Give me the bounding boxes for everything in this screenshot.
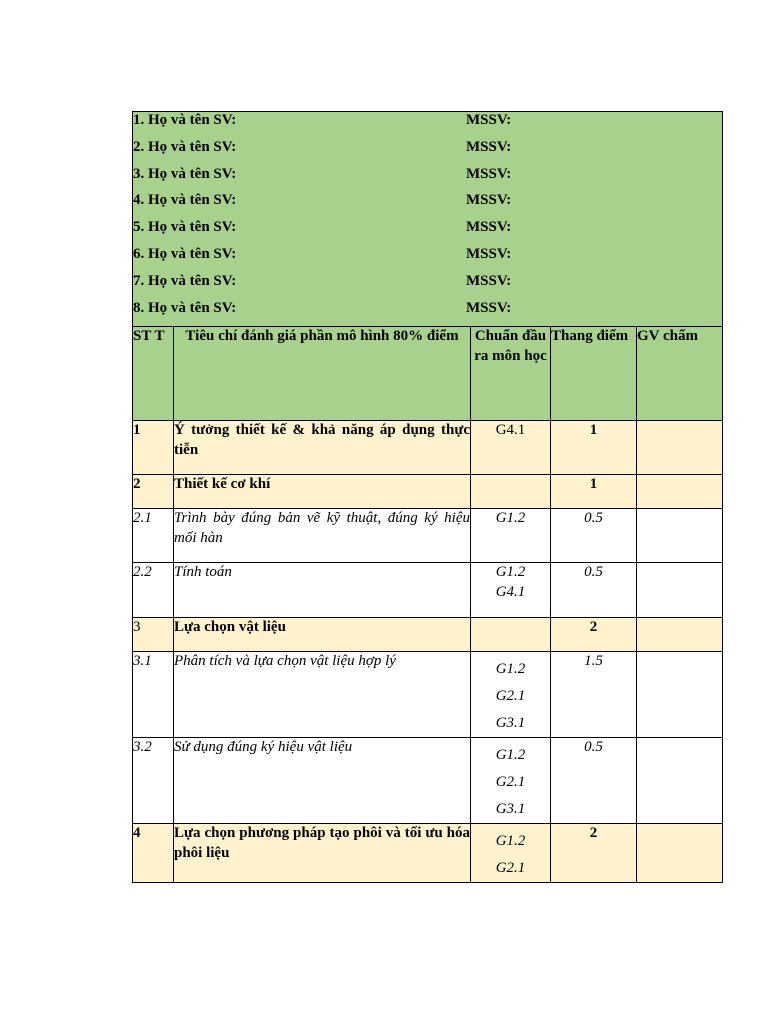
row-outcome (471, 563, 551, 618)
outcome-code: G1.2 (495, 747, 526, 764)
row-grader (637, 421, 723, 475)
header-grader: GV chấm (637, 327, 723, 421)
row-stt: 3 (133, 618, 174, 652)
student-name-label: 2. Họ và tên SV: (133, 138, 237, 155)
table-row (133, 421, 723, 475)
table-row (133, 652, 723, 738)
row-grader (637, 618, 723, 652)
outcome-code: G1.2 (495, 564, 526, 581)
row-score: 0.5 (551, 509, 637, 563)
student-id-label: MSSV: (466, 192, 512, 209)
table-row (133, 738, 723, 824)
header-outcome: Chuẩn đầu ra môn học (471, 327, 551, 421)
table-row (133, 563, 723, 618)
student-info-row (133, 112, 723, 327)
row-outcome (471, 738, 551, 824)
student-name-label: 7. Họ và tên SV: (133, 272, 237, 289)
student-id-label: MSSV: (466, 299, 512, 316)
header-stt: ST T (133, 327, 174, 421)
row-outcome (471, 509, 551, 563)
student-name-label: 1. Họ và tên SV: (133, 112, 237, 128)
table-row (133, 475, 723, 509)
row-grader (637, 738, 723, 824)
student-info-cell (133, 112, 723, 327)
student-id-label: MSSV: (466, 245, 512, 262)
row-stt: 2.2 (133, 563, 174, 618)
table-row (133, 618, 723, 652)
row-outcome (471, 824, 551, 883)
student-name-label: 8. Họ và tên SV: (133, 299, 237, 316)
row-score: 1 (551, 421, 637, 475)
student-line-5 (133, 219, 722, 246)
row-score: 1 (551, 475, 637, 509)
row-score: 1.5 (551, 652, 637, 738)
row-criteria: Ý tưởng thiết kế & khả năng áp dụng thực tiễn (174, 421, 471, 475)
row-score: 0.5 (551, 738, 637, 824)
outcome-code: G1.2 (495, 661, 526, 678)
student-line-3 (133, 166, 722, 193)
student-name-label: 5. Họ và tên SV: (133, 219, 237, 236)
row-score: 2 (551, 824, 637, 883)
student-line-1 (133, 112, 722, 139)
table-header-row (133, 327, 723, 421)
row-criteria: Tính toán (174, 563, 471, 618)
student-line-6 (133, 246, 722, 273)
row-outcome (471, 618, 551, 652)
student-name-label: 6. Họ và tên SV: (133, 245, 237, 262)
row-grader (637, 652, 723, 738)
outcome-code: G2.1 (495, 688, 526, 705)
row-outcome (471, 421, 551, 475)
row-outcome (471, 475, 551, 509)
student-id-label: MSSV: (466, 138, 512, 155)
student-line-7 (133, 273, 722, 300)
row-grader (637, 475, 723, 509)
row-criteria: Lựa chọn phương pháp tạo phôi và tối ưu hóa phôi liệu (174, 824, 471, 883)
outcome-code: G2.1 (495, 860, 526, 877)
row-criteria: Phân tích và lựa chọn vật liệu hợp lý (174, 652, 471, 738)
student-line-8 (133, 300, 722, 327)
outcome-code: G4.1 (495, 583, 526, 600)
outcome-code: G3.1 (495, 715, 526, 732)
outcome-code: G3.1 (495, 801, 526, 818)
outcome-code: G4.1 (495, 422, 526, 439)
student-id-label: MSSV: (466, 165, 512, 182)
row-stt: 1 (133, 421, 174, 475)
student-id-label: MSSV: (466, 272, 512, 289)
row-criteria: Thiết kế cơ khí (174, 475, 471, 509)
row-criteria: Trình bày đúng bản vẽ kỹ thuật, đúng ký hiệu mối hàn (174, 509, 471, 563)
outcome-code: G2.1 (495, 774, 526, 791)
row-score: 0.5 (551, 563, 637, 618)
row-grader (637, 824, 723, 883)
row-grader (637, 563, 723, 618)
table-row (133, 824, 723, 883)
row-criteria: Sử dụng đúng ký hiệu vật liệu (174, 738, 471, 824)
student-id-label: MSSV: (466, 219, 512, 236)
row-outcome (471, 652, 551, 738)
row-stt: 2.1 (133, 509, 174, 563)
outcome-code: G1.2 (495, 510, 526, 527)
row-stt: 3.1 (133, 652, 174, 738)
student-id-label: MSSV: (466, 112, 512, 128)
outcome-code: G1.2 (495, 833, 526, 850)
row-stt: 3.2 (133, 738, 174, 824)
row-grader (637, 509, 723, 563)
header-criteria: Tiêu chí đánh giá phần mô hình 80% điểm (174, 327, 471, 421)
row-stt: 4 (133, 824, 174, 883)
header-scale: Thang điểm (551, 327, 637, 421)
row-score: 2 (551, 618, 637, 652)
grading-table (132, 111, 723, 883)
row-criteria: Lựa chọn vật liệu (174, 618, 471, 652)
student-name-label: 4. Họ và tên SV: (133, 192, 237, 209)
student-name-label: 3. Họ và tên SV: (133, 165, 237, 182)
row-stt: 2 (133, 475, 174, 509)
table-row (133, 509, 723, 563)
student-line-4 (133, 192, 722, 219)
student-line-2 (133, 139, 722, 166)
